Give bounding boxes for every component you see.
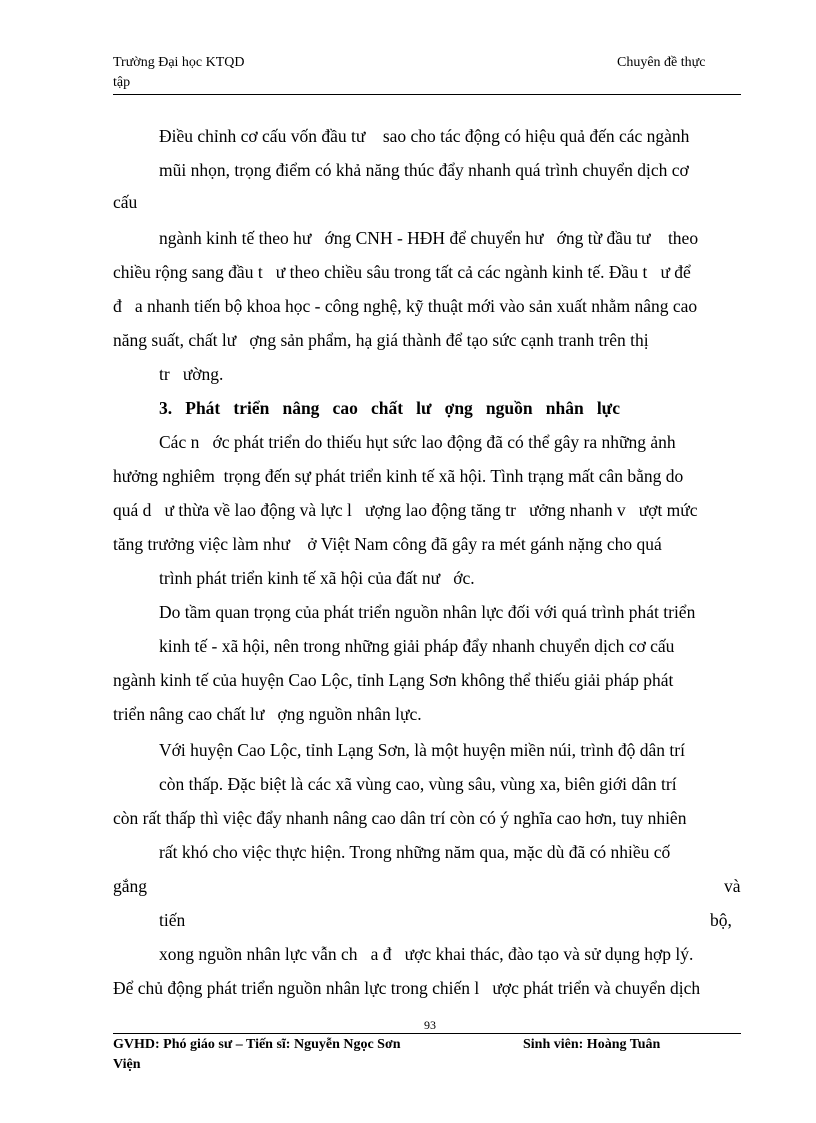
body-line: gắng — [113, 876, 148, 896]
body-line: bộ, — [710, 910, 732, 930]
body-line: mũi nhọn, trọng điểm có khả năng thúc đẩy nhanh quá trình chuyển dịch cơ — [159, 160, 689, 180]
body-line: tăng trưởng việc làm như ở Việt Nam công đã gây ra mét gánh nặng cho quá — [113, 534, 662, 554]
body-line: chiều rộng sang đầu t ư theo chiều sâu trong tất cả các ngành kinh tế. Đầu t ư để — [113, 262, 691, 282]
body-line: tiến — [159, 910, 186, 930]
page-number: 93 — [424, 1018, 436, 1032]
footer-student: Sinh viên: Hoàng Tuân — [523, 1037, 661, 1052]
footer-advisor-wrap: Viện — [113, 1057, 141, 1072]
body-line: trình phát triển kinh tế xã hội của đất nư ớc. — [159, 568, 475, 588]
body-line: còn thấp. Đặc biệt là các xã vùng cao, vùng sâu, vùng xa, biên giới dân trí — [159, 774, 677, 794]
body-line: cấu — [113, 192, 138, 212]
body-line: Để chủ động phát triển nguồn nhân lực trong chiến l ược phát triển và chuyển dịch — [113, 978, 701, 998]
body-line: năng suất, chất lư ợng sản phẩm, hạ giá thành để tạo sức cạnh tranh trên thị — [113, 330, 649, 350]
body-line: quá d ư thừa về lao động và lực l ượng lao động tăng tr ưởng nhanh v ượt mức — [113, 500, 698, 520]
body-line: Điều chỉnh cơ cấu vốn đầu tư sao cho tác động có hiệu quả đến các ngành — [159, 126, 690, 146]
body-line: còn rất thấp thì việc đẩy nhanh nâng cao dân trí còn có ý nghĩa cao hơn, tuy nhiên — [113, 808, 687, 828]
section-heading: 3. Phát triển nâng cao chất lư ợng nguồn nhân lực — [159, 398, 620, 418]
header-school-name-wrap: tập — [113, 75, 131, 90]
body-line: hưởng nghiêm trọng đến sự phát triển kinh tế xã hội. Tình trạng mất cân bằng do — [113, 466, 684, 486]
body-line: xong nguồn nhân lực vẫn ch a đ ược khai thác, đào tạo và sử dụng hợp lý. — [159, 944, 694, 964]
body-line: ngành kinh tế theo hư ớng CNH - HĐH để chuyển hư ớng từ đầu tư theo — [159, 228, 699, 248]
body-line: Các n ớc phát triển do thiếu hụt sức lao động đã có thể gây ra những ảnh — [159, 432, 676, 452]
body-line: triển nâng cao chất lư ợng nguồn nhân lực. — [113, 704, 422, 724]
body-line: đ a nhanh tiến bộ khoa học - công nghệ, kỹ thuật mới vào sản xuất nhằm nâng cao — [113, 296, 698, 316]
header-doc-type: Chuyên đề thực — [617, 55, 706, 70]
body-line: và — [724, 876, 741, 896]
header-rule — [113, 94, 741, 95]
footer-advisor: GVHD: Phó giáo sư – Tiến sĩ: Nguyễn Ngọc Sơn — [113, 1037, 401, 1052]
footer-rule — [113, 1033, 741, 1034]
body-line: Do tầm quan trọng của phát triển nguồn nhân lực đối với quá trình phát triển — [159, 602, 696, 622]
body-line: tr ường. — [159, 364, 224, 384]
body-line: ngành kinh tế của huyện Cao Lộc, tỉnh Lạng Sơn không thể thiếu giải pháp phát — [113, 670, 674, 690]
body-line: rất khó cho việc thực hiện. Trong những năm qua, mặc dù đã có nhiều cố — [159, 842, 671, 862]
body-line: Với huyện Cao Lộc, tỉnh Lạng Sơn, là một huyện miền núi, trình độ dân trí — [159, 740, 685, 760]
header-school-name: Trường Đại học KTQD — [113, 55, 245, 70]
body-line: kinh tế - xã hội, nên trong những giải pháp đẩy nhanh chuyển dịch cơ cấu — [159, 636, 675, 656]
